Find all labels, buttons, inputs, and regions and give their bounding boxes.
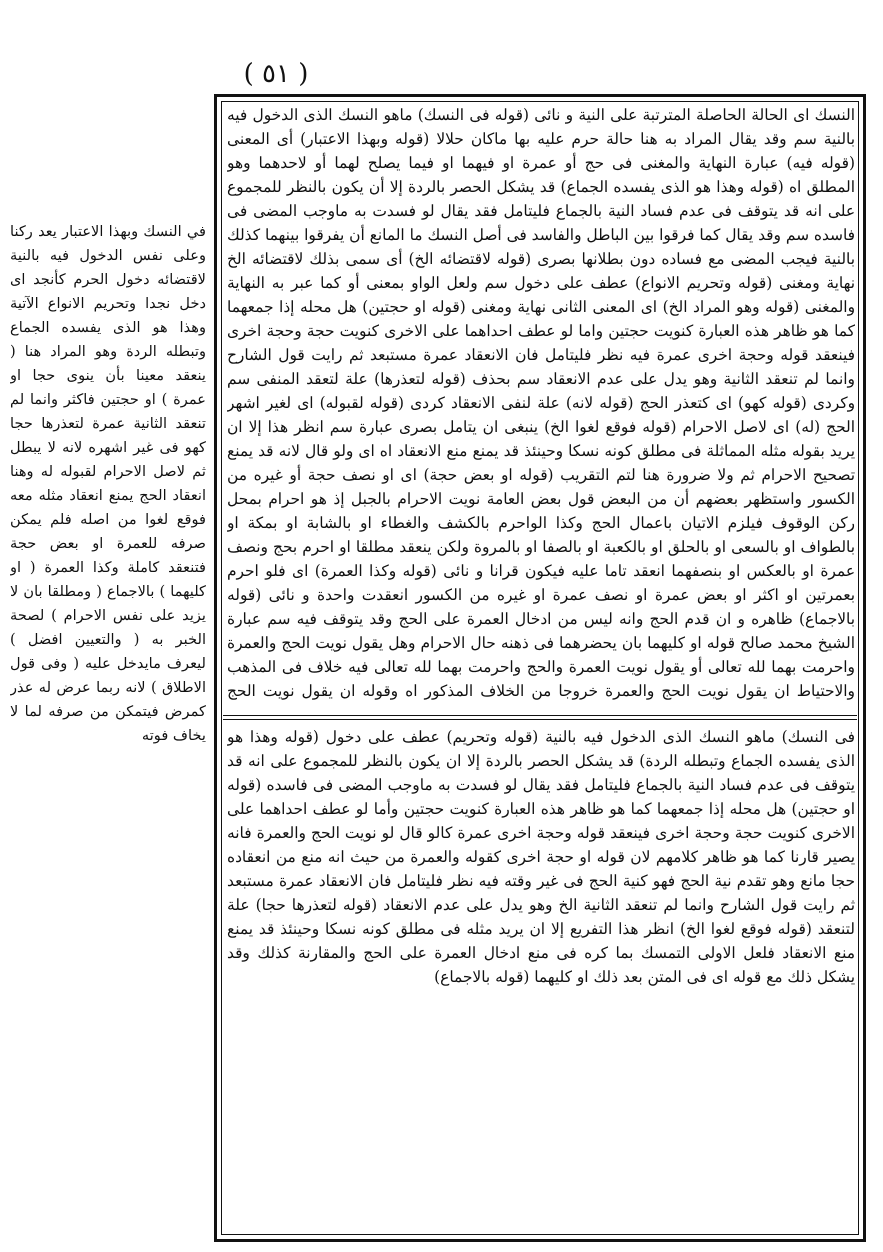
margin-main-text xyxy=(10,220,206,860)
commentary-upper-block xyxy=(227,103,855,703)
section-divider-bottom xyxy=(223,719,857,720)
commentary-upper-paragraph: النسك اى الحالة الحاصلة المترتبة على النية و نائى (قوله فى النسك) ماهو النسك الذى الدخول فيه بالنية سم وقد يقال المراد به هنا حالة حرم عليه بها ماكان حلالا (قوله وبهذا الاعتبار) أى المعنى (قوله فيه) عبارة النهاية والمغنى فى حج أو عمرة او فيهما او فيما يصلح لهما أو لاحدهما وهو المطلق اه (قوله وهذا هو الذى يفسده الجماع) قد يشكل الحصر بالردة إلا أن يكون بالنظر للمجموع على انه قد يتوقف فى عدم فساد النية بالجماع فليتامل فقد يقال لو فسدت به ماوجب المضى فى فاسده سم وقد يقال كما فرقوا بين الباطل والفاسد فى أصل النسك ما المانع أن يفرقوا بينهما كذلك بالنية فيجب المضى مع فساده دون بطلانها بصرى (قوله لاقتضائه الخ) أى سمى بذلك لاقتضائه الخ نهاية ومغنى (قوله وتحريم الانواع) عطف على دخول سم ولعل الواو بمعنى أو كما عبر به النهاية والمغنى (قوله وهو المراد الخ) اى المعنى الثانى نهاية ومغنى (قوله او حجتين) هل محله إذا جمعهما كما هو ظاهر هذه العبارة كنويت حجتين واما لو عطف احداهما على الاخرى كنويت حجة وحجة اخرى فينعقد قوله وحجة اخرى عمرة فيه نظر فليتامل فان الانعقاد عمرة مستبعد ثم رايت قول الشارح وانما لم تنعقد الثانية وهو يدل على عدم الانعقاد سم بحذف (قوله لتعذرها) علة لتعقد المنفى سم وكردى (قوله كهو) اى كتعذر الحج (قوله لانه) علة لنفى الانعقاد كردى (قوله لقبوله) اى لغير اشهر الحج (له) اى لاصل الاحرام (قوله فوقع لغوا الخ) ينبغى ان يتامل بصرى عبارة سم انظر هذا إلا ان يريد بقوله مثله المماثلة فى مطلق كونه نسكا وحينئذ قد يمنع منع الانعقاد اه اى ولو قال لانه قد يمنع تصحيح الاحرام ثم ولا ضرورة هنا لتم التقريب (قوله او بعض حجة) اى او نصف حجة أو غيره من الكسور واستظهر بعضهم أن من البعض قول بعض العامة نويت الاحرام بالجبل إذ هو احرام بمحل ركن الوقوف فيلزم الاتيان باعمال الحج وكذا الواحرم بالكشف والغطاء او بالشابة او بمكة او بالطواف او بالسعى او بالحلق او بالكعبة او بالصفا او بالمروة ولكن ينعقد مطلقا او احرم بحج ونصف عمرة او بالعكس او بنصفهما انعقد تاما عليه فيكون قرانا و نائى (قوله وكذا العمرة) اى فلو احرم بعمرتين او اكثر او بعض عمرة او نصف عمرة او غيره من الكسور انعقدت واحدة و نائى (قوله بالاجماع) ظاهره و ان قدم الحج وانه ليس من ادخال العمرة على الحج وقد يتوقف فيه سم عبارة الشيخ محمد صالح قوله او كليهما بان يحضرهما فى ذهنه حال الاحرام وهل يقول نويت الحج والعمرة واحرمت بهما لله تعالى أو يقول نويت العمرة والحج واحرمت بهما لله تعالى فيه خلاف فى المذهب والاحتياط ان يقول نويت الحج والعمرة خروجا من الخلاف المذكور اه وقوله ان يقول نويت الحج xyxy=(227,106,855,700)
section-divider-top xyxy=(223,715,857,716)
commentary-frame xyxy=(214,94,866,1242)
margin-paragraph: في النسك وبهذا الاعتبار يعد ركنا وعلى نفس الدخول فيه بالنية لاقتضائه دخول الحرم كأنجد اى دخل نجدا وتحريم الانواع الآتية وهذا هو الذى يفسده الجماع وتبطله الردة وهو المراد هنا ( ينعقد معينا بأن ينوى حجا او عمرة ) او حجتين فاكثر وانما لم تنعقد الثانية عمرة لتعذرها حجا كهو فى غير اشهره لانه لا يبطل ثم لاصل الاحرام لقبوله له وهنا انعقاد الحج يمنع انعقاد مثله معه فوقع لغوا من اصله فلم يمكن صرفه للعمرة او بعض حجة فتنعقد كاملة وكذا العمرة ( او كليهما ) بالاجماع ( ومطلقا بان لا يزيد على نفس الاحرام ) لصحة الخبر به ( والتعيين افضل ) ليعرف مايدخل عليه ( وفى قول الاطلاق ) لانه ربما عرض له عذر كمرض فيتمكن من صرفه لما لا يخاف فوته xyxy=(10,223,206,744)
page-number: ( ٥١ ) xyxy=(243,59,309,89)
commentary-lower-block xyxy=(227,725,855,1225)
commentary-lower-paragraph: فى النسك) ماهو النسك الذى الدخول فيه بالنية (قوله وتحريم) عطف على دخول (قوله وهذا هو الذى يفسده الجماع وتبطله الردة) قد يشكل الحصر بالردة إلا ان يكون بالنظر للمجموع على انه قد يتوقف فى عدم فساد النية بالجماع فليتامل فقد يقال لو فسدت به ماوجب المضى فى فاسده (قوله او حجتين) هل محله إذا جمعهما كما هو ظاهر هذه العبارة كنويت حجتين وأما لو عطف احداهما على الاخرى كنويت حجة وحجة اخرى فينعقد قوله وحجة اخرى عمرة كالو قال لو نويت الحج والعمرة فانه يصير قارنا كما هو ظاهر كلامهم لان قوله او حجة اخرى كقوله والعمرة من حيث انه منع من انعقاده حجا مانع وهو تقدم نية الحج فهو كنية الحج فى غير وقته فيه نظر فليتامل فان الانعقاد عمرة مستبعد ثم رايت قول الشارح وانما لم تنعقد الثانية الخ وهو يدل على عدم الانعقاد (قوله لتعذرها حجا) علة لتنعقد (قوله فوقع لغوا الخ) انظر هذا التفريع إلا ان يريد مثله فى مطلق كونه نسكا وحينئذ قد يمنع منع الانعقاد فلعل الاولى التمسك بما كره فى منع ادخال العمرة على الحج والمقارنة كذلك وقد يشكل ذلك مع قوله اى فى المتن بعد ذلك او كليهما (قوله بالاجماع) xyxy=(227,728,855,986)
